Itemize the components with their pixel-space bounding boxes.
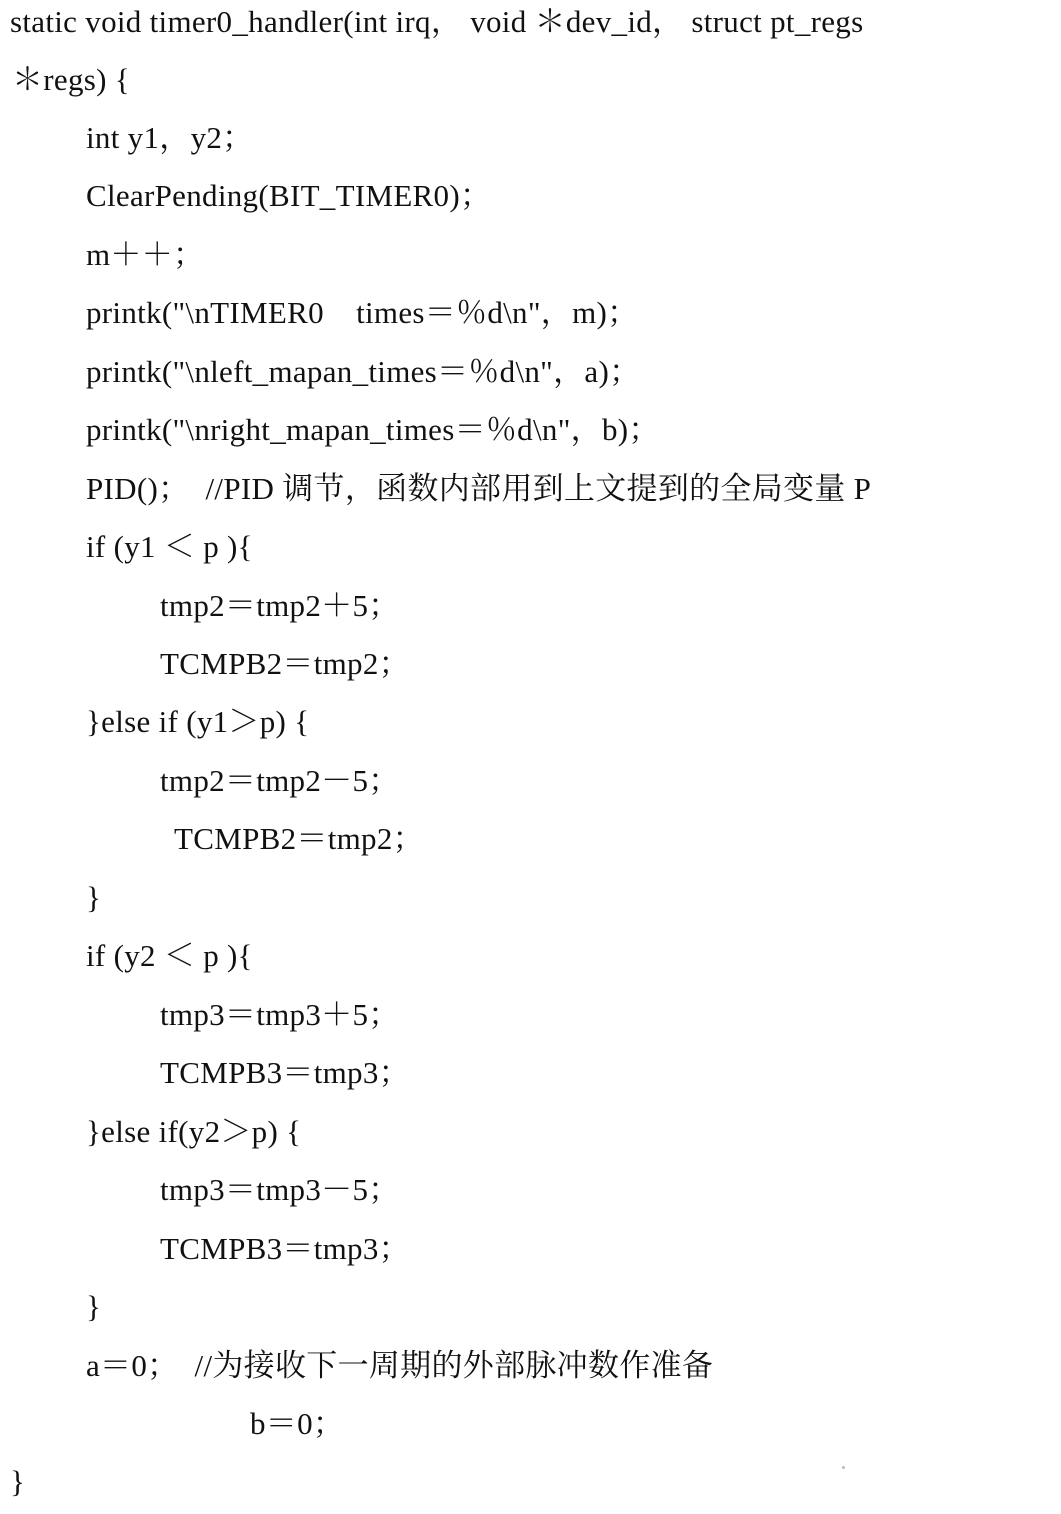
code-line-9: PID()； //PID 调节，函数内部用到上文提到的全局变量 P [86,471,872,506]
code-line-6: printk("\nTIMER0 times＝％d\n"，m)； [86,295,639,330]
code-line-16: } [86,880,102,915]
code-line-13: }else if (y1＞p) { [86,704,310,739]
code-line-17: if (y2 ＜ p ){ [86,938,253,973]
code-line-14: tmp2＝tmp2－5； [160,763,400,798]
code-line-18: tmp3＝tmp3＋5； [160,997,400,1032]
code-line-26: } [10,1464,26,1499]
code-line-3: int y1，y2； [86,120,254,155]
code-line-22: TCMPB3＝tmp3； [160,1231,410,1266]
code-line-10: if (y1 ＜ p ){ [86,529,253,564]
code-line-11: tmp2＝tmp2＋5； [160,588,400,623]
scan-speck [842,1466,845,1469]
code-line-19: TCMPB3＝tmp3； [160,1055,410,1090]
code-line-8: printk("\nright_mapan_times＝％d\n"，b)； [86,412,660,447]
code-line-21: tmp3＝tmp3－5； [160,1172,400,1207]
code-line-7: printk("\nleft_mapan_times＝％d\n"，a)； [86,354,641,389]
code-line-25: b＝0； [250,1406,345,1441]
code-line-15: TCMPB2＝tmp2； [174,821,424,856]
code-line-1: static void timer0_handler(int irq， void ＊dev_id， struct pt_regs [10,4,864,39]
code-line-2: ＊regs) { [12,62,130,97]
code-line-23: } [86,1289,102,1324]
code-line-24: a＝0； //为接收下一周期的外部脉冲数作准备 [86,1348,714,1383]
code-line-5: m＋＋； [86,237,205,272]
code-line-12: TCMPB2＝tmp2； [160,646,410,681]
code-line-20: }else if(y2＞p) { [86,1114,302,1149]
code-line-4: ClearPending(BIT_TIMER0)； [86,178,492,213]
